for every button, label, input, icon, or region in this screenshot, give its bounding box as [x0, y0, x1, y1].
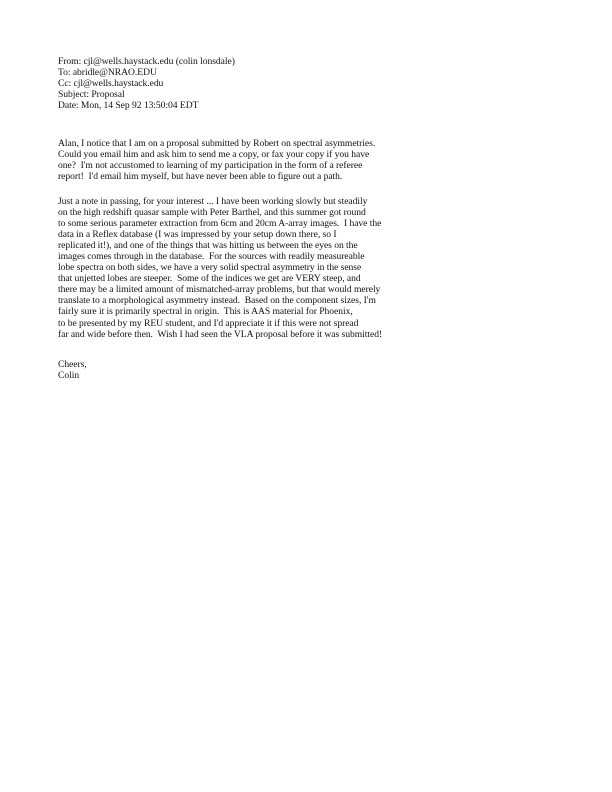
body-paragraph-1: [58, 138, 578, 182]
paragraph-line: there may be a limited amount of mismatched-array problems, but that would merely: [58, 284, 381, 296]
paragraph-line: data in a Reflex database (I was impressed by your setup down there, so I: [58, 229, 337, 241]
date-line: Date: Mon, 14 Sep 92 13:50:04 EDT: [58, 100, 199, 112]
closing-line: Cheers,: [58, 359, 87, 370]
paragraph-line: report! I'd email him myself, but have never been able to figure out a path.: [58, 171, 343, 183]
from-line: From: cjl@wells.haystack.edu (colin lonsdale): [58, 56, 235, 67]
paragraph-line: to some serious parameter extraction from 6cm and 20cm A-array images. I have the: [58, 218, 382, 230]
body-paragraph-2: [58, 196, 578, 340]
paragraph-line: fairly sure it is primarily spectral in origin. This is AAS material for Phoenix,: [58, 306, 353, 318]
paragraph-line: lobe spectra on both sides, we have a very solid spectral asymmetry in the sense: [58, 262, 362, 274]
paragraph-line: far and wide before then. Wish I had seen the VLA proposal before it was submitted!: [58, 328, 383, 340]
paragraph-line: to be presented by my REU student, and I'd appreciate it if this were not spread: [58, 317, 359, 329]
paragraph-line: images comes through in the database. For the sources with readily measureable: [58, 251, 365, 263]
email-header: [58, 56, 578, 111]
paragraph-line: on the high redshift quasar sample with Peter Barthel, and this summer got round: [58, 207, 366, 219]
signature-name: Colin: [58, 370, 80, 382]
cc-line: Cc: cjl@wells.haystack.edu: [58, 78, 164, 90]
paragraph-line: Alan, I notice that I am on a proposal submitted by Robert on spectral asymmetries.: [58, 138, 376, 149]
paragraph-line: replicated it!), and one of the things that was hitting us between the eyes on the: [58, 240, 358, 252]
paragraph-line: Could you email him and ask him to send me a copy, or fax your copy if you have: [58, 149, 370, 161]
signoff: [58, 359, 578, 381]
paragraph-line: one? I'm not accustomed to learning of my participation in the form of a referee: [58, 160, 363, 172]
paragraph-line: Just a note in passing, for your interest ... I have been working slowly but steadily: [58, 196, 368, 207]
paragraph-line: translate to a morphological asymmetry instead. Based on the component sizes, I'm: [58, 295, 376, 307]
paragraph-line: that unjetted lobes are steeper. Some of the indices we get are VERY steep, and: [58, 273, 361, 285]
subject-line: Subject: Proposal: [58, 89, 125, 101]
to-line: To: abridle@NRAO.EDU: [58, 67, 157, 79]
